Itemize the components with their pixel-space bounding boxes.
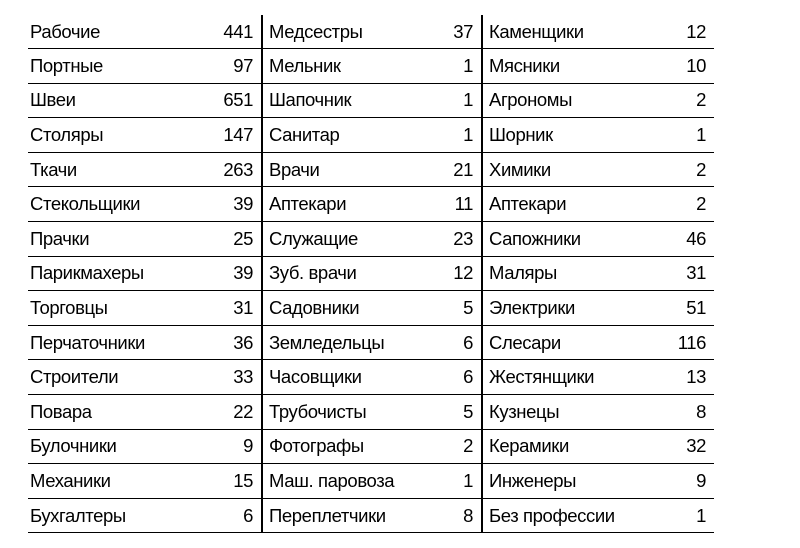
profession-count: 9 bbox=[638, 464, 714, 499]
profession-count: 36 bbox=[182, 325, 262, 360]
profession-name: Медсестры bbox=[262, 15, 427, 49]
profession-count: 1 bbox=[427, 464, 482, 499]
table-row bbox=[28, 152, 714, 187]
table-row bbox=[28, 118, 714, 153]
profession-name: Без профессии bbox=[482, 498, 638, 533]
table-row bbox=[28, 429, 714, 464]
profession-count: 6 bbox=[427, 325, 482, 360]
profession-name: Бухгалтеры bbox=[28, 498, 182, 533]
table-row bbox=[28, 15, 714, 49]
profession-name: Сапожники bbox=[482, 221, 638, 256]
profession-count: 39 bbox=[182, 187, 262, 222]
profession-name: Переплетчики bbox=[262, 498, 427, 533]
profession-count: 10 bbox=[638, 49, 714, 84]
profession-name: Мясники bbox=[482, 49, 638, 84]
profession-name: Прачки bbox=[28, 221, 182, 256]
table-row bbox=[28, 83, 714, 118]
profession-name: Ткачи bbox=[28, 152, 182, 187]
profession-count: 97 bbox=[182, 49, 262, 84]
profession-count: 651 bbox=[182, 83, 262, 118]
profession-name: Садовники bbox=[262, 291, 427, 326]
profession-name: Кузнецы bbox=[482, 394, 638, 429]
profession-count: 1 bbox=[638, 118, 714, 153]
profession-count: 9 bbox=[182, 429, 262, 464]
profession-count: 5 bbox=[427, 394, 482, 429]
profession-name: Столяры bbox=[28, 118, 182, 153]
profession-name: Швеи bbox=[28, 83, 182, 118]
profession-count: 116 bbox=[638, 325, 714, 360]
profession-count: 6 bbox=[427, 360, 482, 395]
profession-name: Электрики bbox=[482, 291, 638, 326]
profession-count: 2 bbox=[427, 429, 482, 464]
profession-name: Парикмахеры bbox=[28, 256, 182, 291]
profession-count: 12 bbox=[427, 256, 482, 291]
table-row bbox=[28, 325, 714, 360]
profession-count: 25 bbox=[182, 221, 262, 256]
profession-name: Зуб. врачи bbox=[262, 256, 427, 291]
table-row bbox=[28, 360, 714, 395]
profession-count: 441 bbox=[182, 15, 262, 49]
profession-count: 2 bbox=[638, 83, 714, 118]
profession-count: 6 bbox=[182, 498, 262, 533]
profession-name: Слесари bbox=[482, 325, 638, 360]
profession-count: 1 bbox=[427, 118, 482, 153]
profession-count: 8 bbox=[638, 394, 714, 429]
profession-count: 33 bbox=[182, 360, 262, 395]
profession-name: Химики bbox=[482, 152, 638, 187]
profession-count: 21 bbox=[427, 152, 482, 187]
profession-count: 1 bbox=[427, 83, 482, 118]
profession-name: Инженеры bbox=[482, 464, 638, 499]
profession-count: 22 bbox=[182, 394, 262, 429]
profession-name: Каменщики bbox=[482, 15, 638, 49]
profession-count: 8 bbox=[427, 498, 482, 533]
profession-name: Фотографы bbox=[262, 429, 427, 464]
profession-name: Стекольщики bbox=[28, 187, 182, 222]
profession-name: Торговцы bbox=[28, 291, 182, 326]
table-row bbox=[28, 394, 714, 429]
profession-name: Аптекари bbox=[262, 187, 427, 222]
profession-count: 1 bbox=[638, 498, 714, 533]
table-row bbox=[28, 187, 714, 222]
profession-count: 37 bbox=[427, 15, 482, 49]
profession-name: Повара bbox=[28, 394, 182, 429]
profession-count: 46 bbox=[638, 221, 714, 256]
profession-name: Механики bbox=[28, 464, 182, 499]
profession-name: Маш. паровоза bbox=[262, 464, 427, 499]
professions-table bbox=[28, 15, 714, 533]
profession-count: 32 bbox=[638, 429, 714, 464]
profession-count: 11 bbox=[427, 187, 482, 222]
profession-name: Перчаточники bbox=[28, 325, 182, 360]
profession-count: 15 bbox=[182, 464, 262, 499]
profession-count: 51 bbox=[638, 291, 714, 326]
table-row bbox=[28, 291, 714, 326]
profession-name: Портные bbox=[28, 49, 182, 84]
table-row bbox=[28, 49, 714, 84]
profession-count: 39 bbox=[182, 256, 262, 291]
profession-name: Шапочник bbox=[262, 83, 427, 118]
profession-name: Часовщики bbox=[262, 360, 427, 395]
profession-name: Врачи bbox=[262, 152, 427, 187]
profession-name: Рабочие bbox=[28, 15, 182, 49]
profession-count: 23 bbox=[427, 221, 482, 256]
profession-count: 2 bbox=[638, 152, 714, 187]
profession-name: Маляры bbox=[482, 256, 638, 291]
profession-name: Трубочисты bbox=[262, 394, 427, 429]
profession-name: Булочники bbox=[28, 429, 182, 464]
table-row bbox=[28, 221, 714, 256]
profession-name: Агрономы bbox=[482, 83, 638, 118]
professions-table-body bbox=[28, 15, 714, 533]
profession-count: 147 bbox=[182, 118, 262, 153]
profession-name: Земледельцы bbox=[262, 325, 427, 360]
profession-name: Санитар bbox=[262, 118, 427, 153]
profession-name: Служащие bbox=[262, 221, 427, 256]
table-row bbox=[28, 464, 714, 499]
profession-count: 12 bbox=[638, 15, 714, 49]
profession-count: 5 bbox=[427, 291, 482, 326]
profession-count: 263 bbox=[182, 152, 262, 187]
profession-name: Жестянщики bbox=[482, 360, 638, 395]
profession-count: 13 bbox=[638, 360, 714, 395]
profession-name: Строители bbox=[28, 360, 182, 395]
profession-count: 31 bbox=[638, 256, 714, 291]
profession-count: 31 bbox=[182, 291, 262, 326]
profession-count: 1 bbox=[427, 49, 482, 84]
profession-name: Аптекари bbox=[482, 187, 638, 222]
profession-count: 2 bbox=[638, 187, 714, 222]
profession-name: Мельник bbox=[262, 49, 427, 84]
profession-name: Шорник bbox=[482, 118, 638, 153]
table-row bbox=[28, 256, 714, 291]
profession-name: Керамики bbox=[482, 429, 638, 464]
table-row bbox=[28, 498, 714, 533]
